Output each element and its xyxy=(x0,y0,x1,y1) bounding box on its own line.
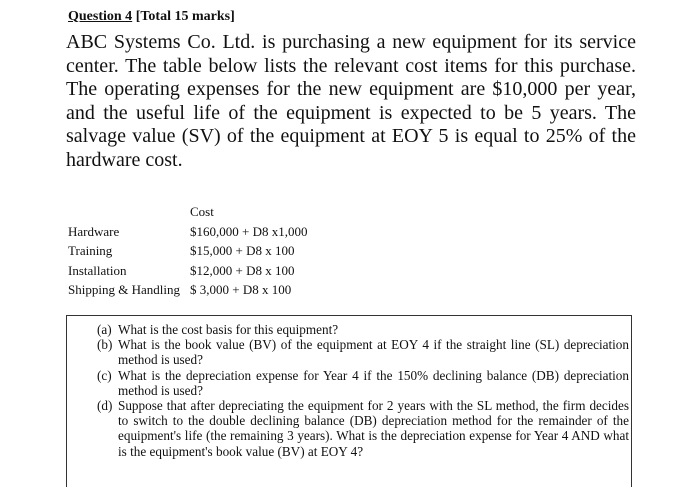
cost-item-label: Installation xyxy=(68,262,127,278)
sub-question-b xyxy=(97,337,629,367)
total-marks: [Total 15 marks] xyxy=(135,9,235,24)
sub-question-a xyxy=(97,322,629,337)
sub-question-label: (d) xyxy=(97,398,113,414)
question-number: Question 4 xyxy=(68,9,133,24)
cost-item-value: $160,000 + D8 x1,000 xyxy=(190,223,308,239)
sub-question-label: (b) xyxy=(97,337,113,353)
cost-column-header: Cost xyxy=(190,204,214,219)
sub-questions-box xyxy=(66,315,632,487)
cost-item-value: $15,000 + D8 x 100 xyxy=(190,243,295,258)
cost-item-label: Training xyxy=(68,243,113,258)
sub-question-text: What is the book value (BV) of the equipment at EOY 4 if the straight line (SL) depreciation method is used? xyxy=(118,337,629,368)
cost-item-label: Hardware xyxy=(68,223,120,239)
question-header xyxy=(68,9,235,25)
sub-question-text: What is the depreciation expense for Year 4 if the 150% declining balance (DB) depreciation method is used? xyxy=(118,367,629,398)
sub-question-label: (a) xyxy=(97,322,112,337)
problem-statement: ABC Systems Co. Ltd. is purchasing a new equipment for its service center. The table below lists the relevant cost items for this purchase. The operating expenses for the new equipment are $10,000 per year, and the useful life of the equipment is expected to be 5 years. The salvage value (SV) of the equipment at EOY 5 is equal to 25% of the hardware cost. xyxy=(66,31,636,171)
sub-question-text: Suppose that after depreciating the equipment for 2 years with the SL method, the firm decides to switch to the double declining balance (DB) depreciation method for the remainder of the equipment's life (the remaining 3 years). What is the depreciation expense for Year 4 AND what is the equipment's book value (BV) at EOY 4? xyxy=(118,398,629,459)
cost-item-value: $12,000 + D8 x 100 xyxy=(190,262,295,278)
sub-question-label: (c) xyxy=(97,367,112,383)
sub-question-c xyxy=(97,368,629,398)
cost-item-value: $ 3,000 + D8 x 100 xyxy=(190,282,292,297)
cost-item-label: Shipping & Handling xyxy=(68,282,180,297)
sub-question-text: What is the cost basis for this equipment? xyxy=(118,322,339,337)
sub-question-d xyxy=(97,398,629,459)
